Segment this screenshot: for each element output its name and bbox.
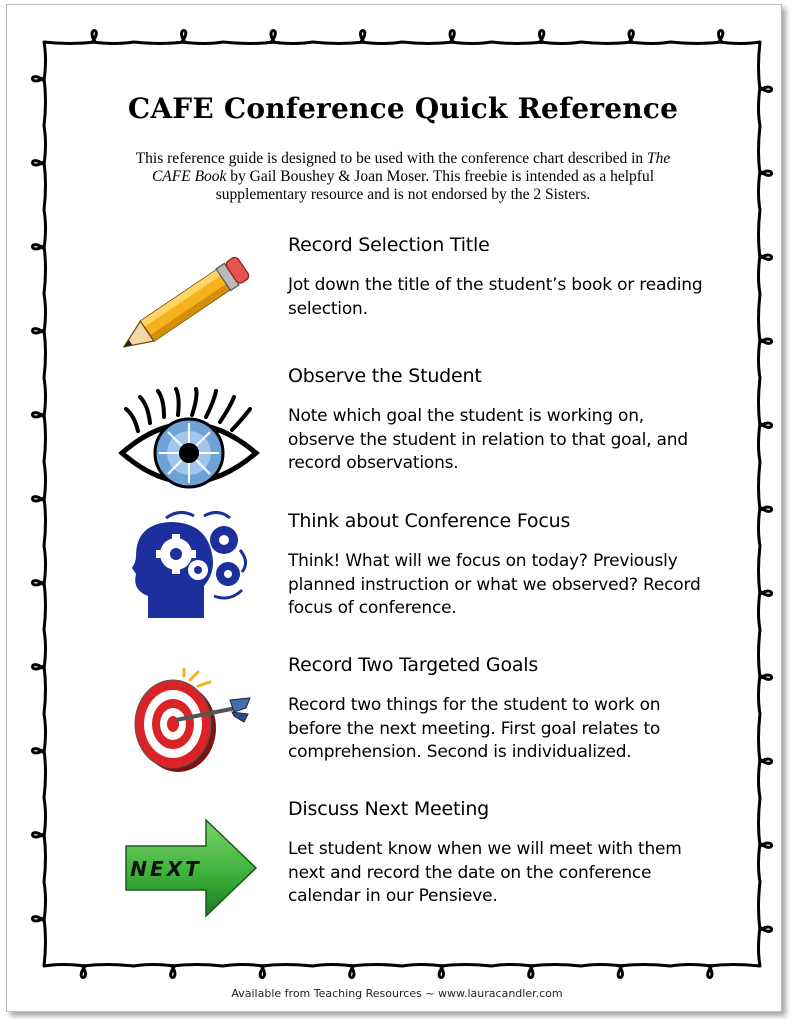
section-body: Think! What will we focus on today? Previously planned instruction or what we observed? Record focus of conference.	[288, 551, 701, 618]
intro-line1: This reference guide is designed to be used with the conference chart described in	[135, 150, 644, 167]
section-heading: Think about Conference Focus	[288, 510, 571, 532]
section-body: Let student know when we will meet with them next and record the date on the conference calendar in our Pensieve.	[288, 839, 682, 906]
intro-text	[118, 150, 688, 204]
section-body: Jot down the title of the student’s book or reading selection.	[288, 275, 703, 319]
section-heading: Discuss Next Meeting	[288, 798, 490, 820]
pencil-icon	[118, 246, 260, 356]
section-body: Note which goal the student is working on, observe the student in relation to that goal, and record observations.	[288, 406, 688, 473]
thinking-head-gears-icon	[118, 510, 260, 620]
book-title: The CAFE Book	[151, 150, 671, 185]
section-body: Record two things for the student to work on before the next meeting. First goal relates to comprehension. Second is individualized.	[288, 695, 661, 762]
target-dart-icon	[118, 668, 260, 778]
next-arrow-icon	[118, 814, 260, 924]
section-heading: Observe the Student	[288, 365, 482, 387]
section-heading: Record Selection Title	[288, 234, 490, 256]
eye-icon	[118, 387, 260, 497]
page-title: CAFE Conference Quick Reference	[127, 92, 679, 125]
footer-credit: Available from Teaching Resources ~ www.lauracandler.com	[231, 987, 563, 1000]
section-heading: Record Two Targeted Goals	[288, 654, 539, 676]
next-arrow-label: NEXT	[130, 857, 202, 881]
intro-line2: by Gail Boushey & Joan Moser. This freebie is intended as a helpful supplementary resource and is not endorsed by the 2 Sisters.	[215, 168, 655, 203]
